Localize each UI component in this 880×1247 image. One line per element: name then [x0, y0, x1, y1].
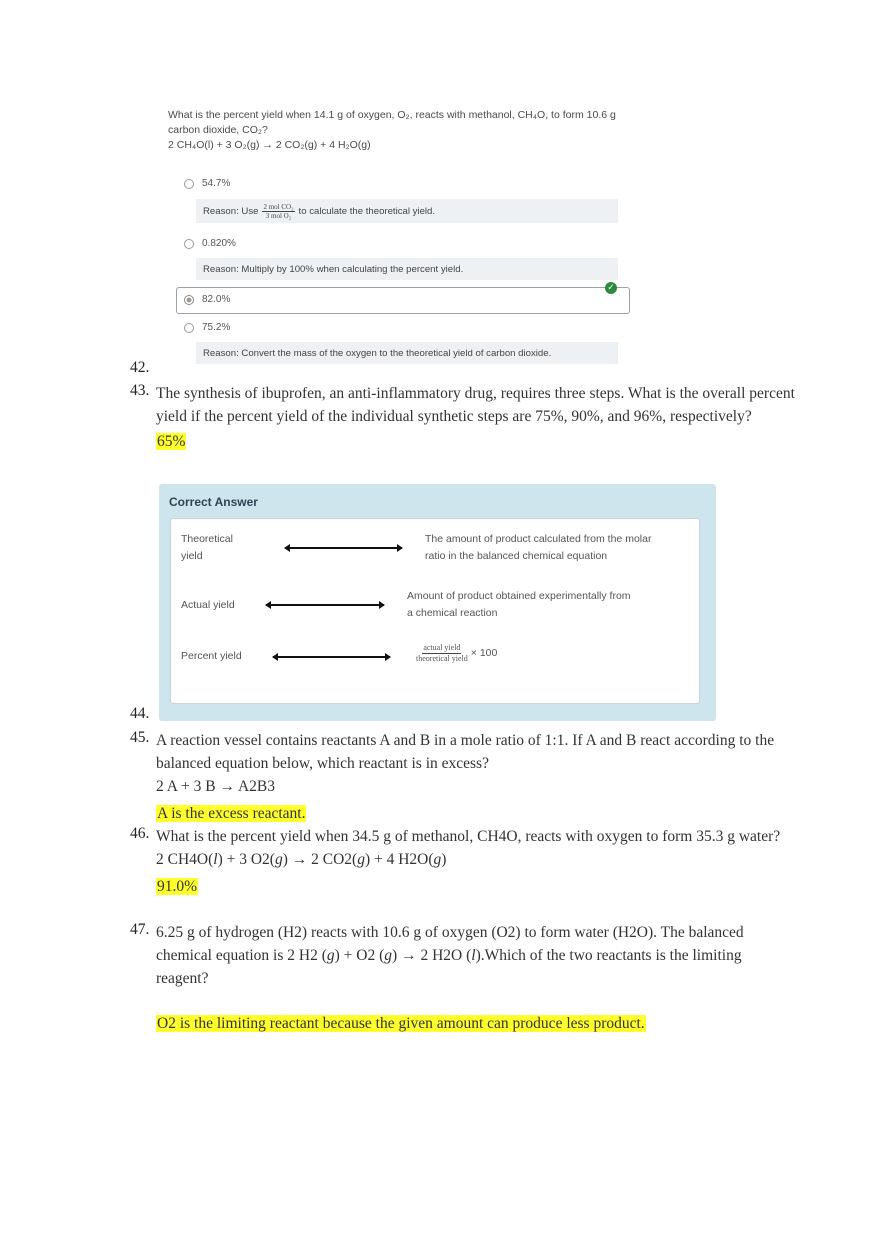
times-100: × 100 [470, 647, 498, 659]
option-label: 75.2% [202, 322, 231, 333]
def-line-2: ratio in the balanced chemical equation [425, 550, 608, 562]
fraction-denominator: 3 mol O₂ [265, 211, 292, 220]
answer-43: 65% [157, 433, 186, 450]
def-theoretical-yield [425, 531, 651, 565]
term-percent-yield: Percent yield [181, 650, 242, 662]
item-number-47: 47. [130, 921, 150, 938]
option-1[interactable] [184, 178, 230, 189]
percent-yield-fraction [416, 643, 468, 664]
term-line-1: Theoretical [181, 533, 233, 545]
fraction-numerator: 2 mol CO₂ [263, 202, 294, 211]
question-43 [156, 382, 796, 453]
radio-selected-icon[interactable] [184, 295, 194, 305]
item-number-44: 44. [130, 705, 150, 722]
term-line-2: yield [181, 550, 203, 562]
def-line-1: The amount of product calculated from the molar [425, 533, 652, 545]
option-4[interactable] [184, 322, 230, 333]
answer-47: O2 is the limiting reactant because the given amount can produce less product. [157, 1015, 645, 1032]
correct-answer-title: Correct Answer [169, 495, 258, 509]
def-line-1: Amount of product obtained experimentally from [407, 590, 631, 602]
double-arrow-icon [285, 547, 402, 549]
quiz-question [168, 108, 638, 153]
question-46 [156, 825, 796, 898]
term-theoretical-yield [181, 531, 233, 565]
question-46-text: What is the percent yield when 34.5 g of methanol, CH4O, reacts with oxygen to form 35.3 g water? [156, 828, 781, 845]
question-45 [156, 729, 796, 825]
fraction-numerator: actual yield [423, 643, 461, 652]
fraction-denominator: theoretical yield [416, 654, 468, 663]
option-2[interactable] [184, 238, 236, 249]
question-43-text: The synthesis of ibuprofen, an anti-inflammatory drug, requires three steps. What is the overall percent yield if the percent yield of the individual synthetic steps are 75%, 90%, and 96%, respectively? [156, 385, 795, 425]
option-3[interactable] [184, 294, 230, 305]
def-line-2: a chemical reaction [407, 607, 498, 619]
def-actual-yield [407, 588, 631, 622]
radio-unselected-icon[interactable] [184, 179, 194, 189]
question-equation: 2 CH₄O(l) + 3 O₂(g) → 2 CO₂(g) + 4 H₂O(g) [168, 139, 371, 151]
double-arrow-icon [266, 604, 384, 606]
check-circle-icon: ✓ [605, 282, 617, 294]
reason-prefix: Reason: Use [203, 205, 259, 217]
question-line-2: carbon dioxide, CO₂? [168, 124, 268, 136]
selected-option-box[interactable] [176, 287, 630, 314]
answer-45: A is the excess reactant. [157, 805, 306, 822]
item-number-46: 46. [130, 825, 150, 842]
double-arrow-icon [273, 656, 390, 658]
radio-unselected-icon[interactable] [184, 239, 194, 249]
reason-fraction [262, 203, 294, 220]
option-label: 82.0% [202, 294, 231, 305]
term-actual-yield: Actual yield [181, 599, 235, 611]
reason-text: Reason: Convert the mass of the oxygen to the theoretical yield of carbon dioxide. [203, 347, 552, 359]
reason-text: Reason: Multiply by 100% when calculating the percent yield. [203, 263, 464, 275]
option-label: 54.7% [202, 178, 231, 189]
item-number-42: 42. [130, 359, 150, 376]
reason-box [196, 258, 618, 280]
reason-box [196, 342, 618, 364]
equation-45: 2 A + 3 B → A2B3 [156, 778, 275, 795]
item-number-45: 45. [130, 729, 150, 746]
question-45-text: A reaction vessel contains reactants A and B in a mole ratio of 1:1. If A and B react according to the balanced equation below, which reactant is in excess? [156, 732, 775, 772]
answer-46: 91.0% [157, 878, 198, 895]
item-number-43: 43. [130, 382, 150, 399]
question-line-1: What is the percent yield when 14.1 g of oxygen, O₂, reacts with methanol, CH₄O, to form 10.6 g [168, 109, 616, 121]
equation-46: 2 CH4O(l) + 3 O2(g) → 2 CO2(g) + 4 H2O(g) [156, 851, 447, 868]
reason-suffix: to calculate the theoretical yield. [298, 205, 436, 217]
radio-unselected-icon[interactable] [184, 323, 194, 333]
question-47 [156, 921, 796, 1035]
def-percent-yield [416, 643, 497, 664]
option-label: 0.820% [202, 238, 236, 249]
question-47-text: 6.25 g of hydrogen (H2) reacts with 10.6 g of oxygen (O2) to form water (H2O). The balanced chemical equation is 2 H2 (g) + O2 (g) → 2 H2O (l).Which of the two reactants is the limiting reagent? [156, 924, 744, 987]
reason-box [196, 199, 618, 223]
